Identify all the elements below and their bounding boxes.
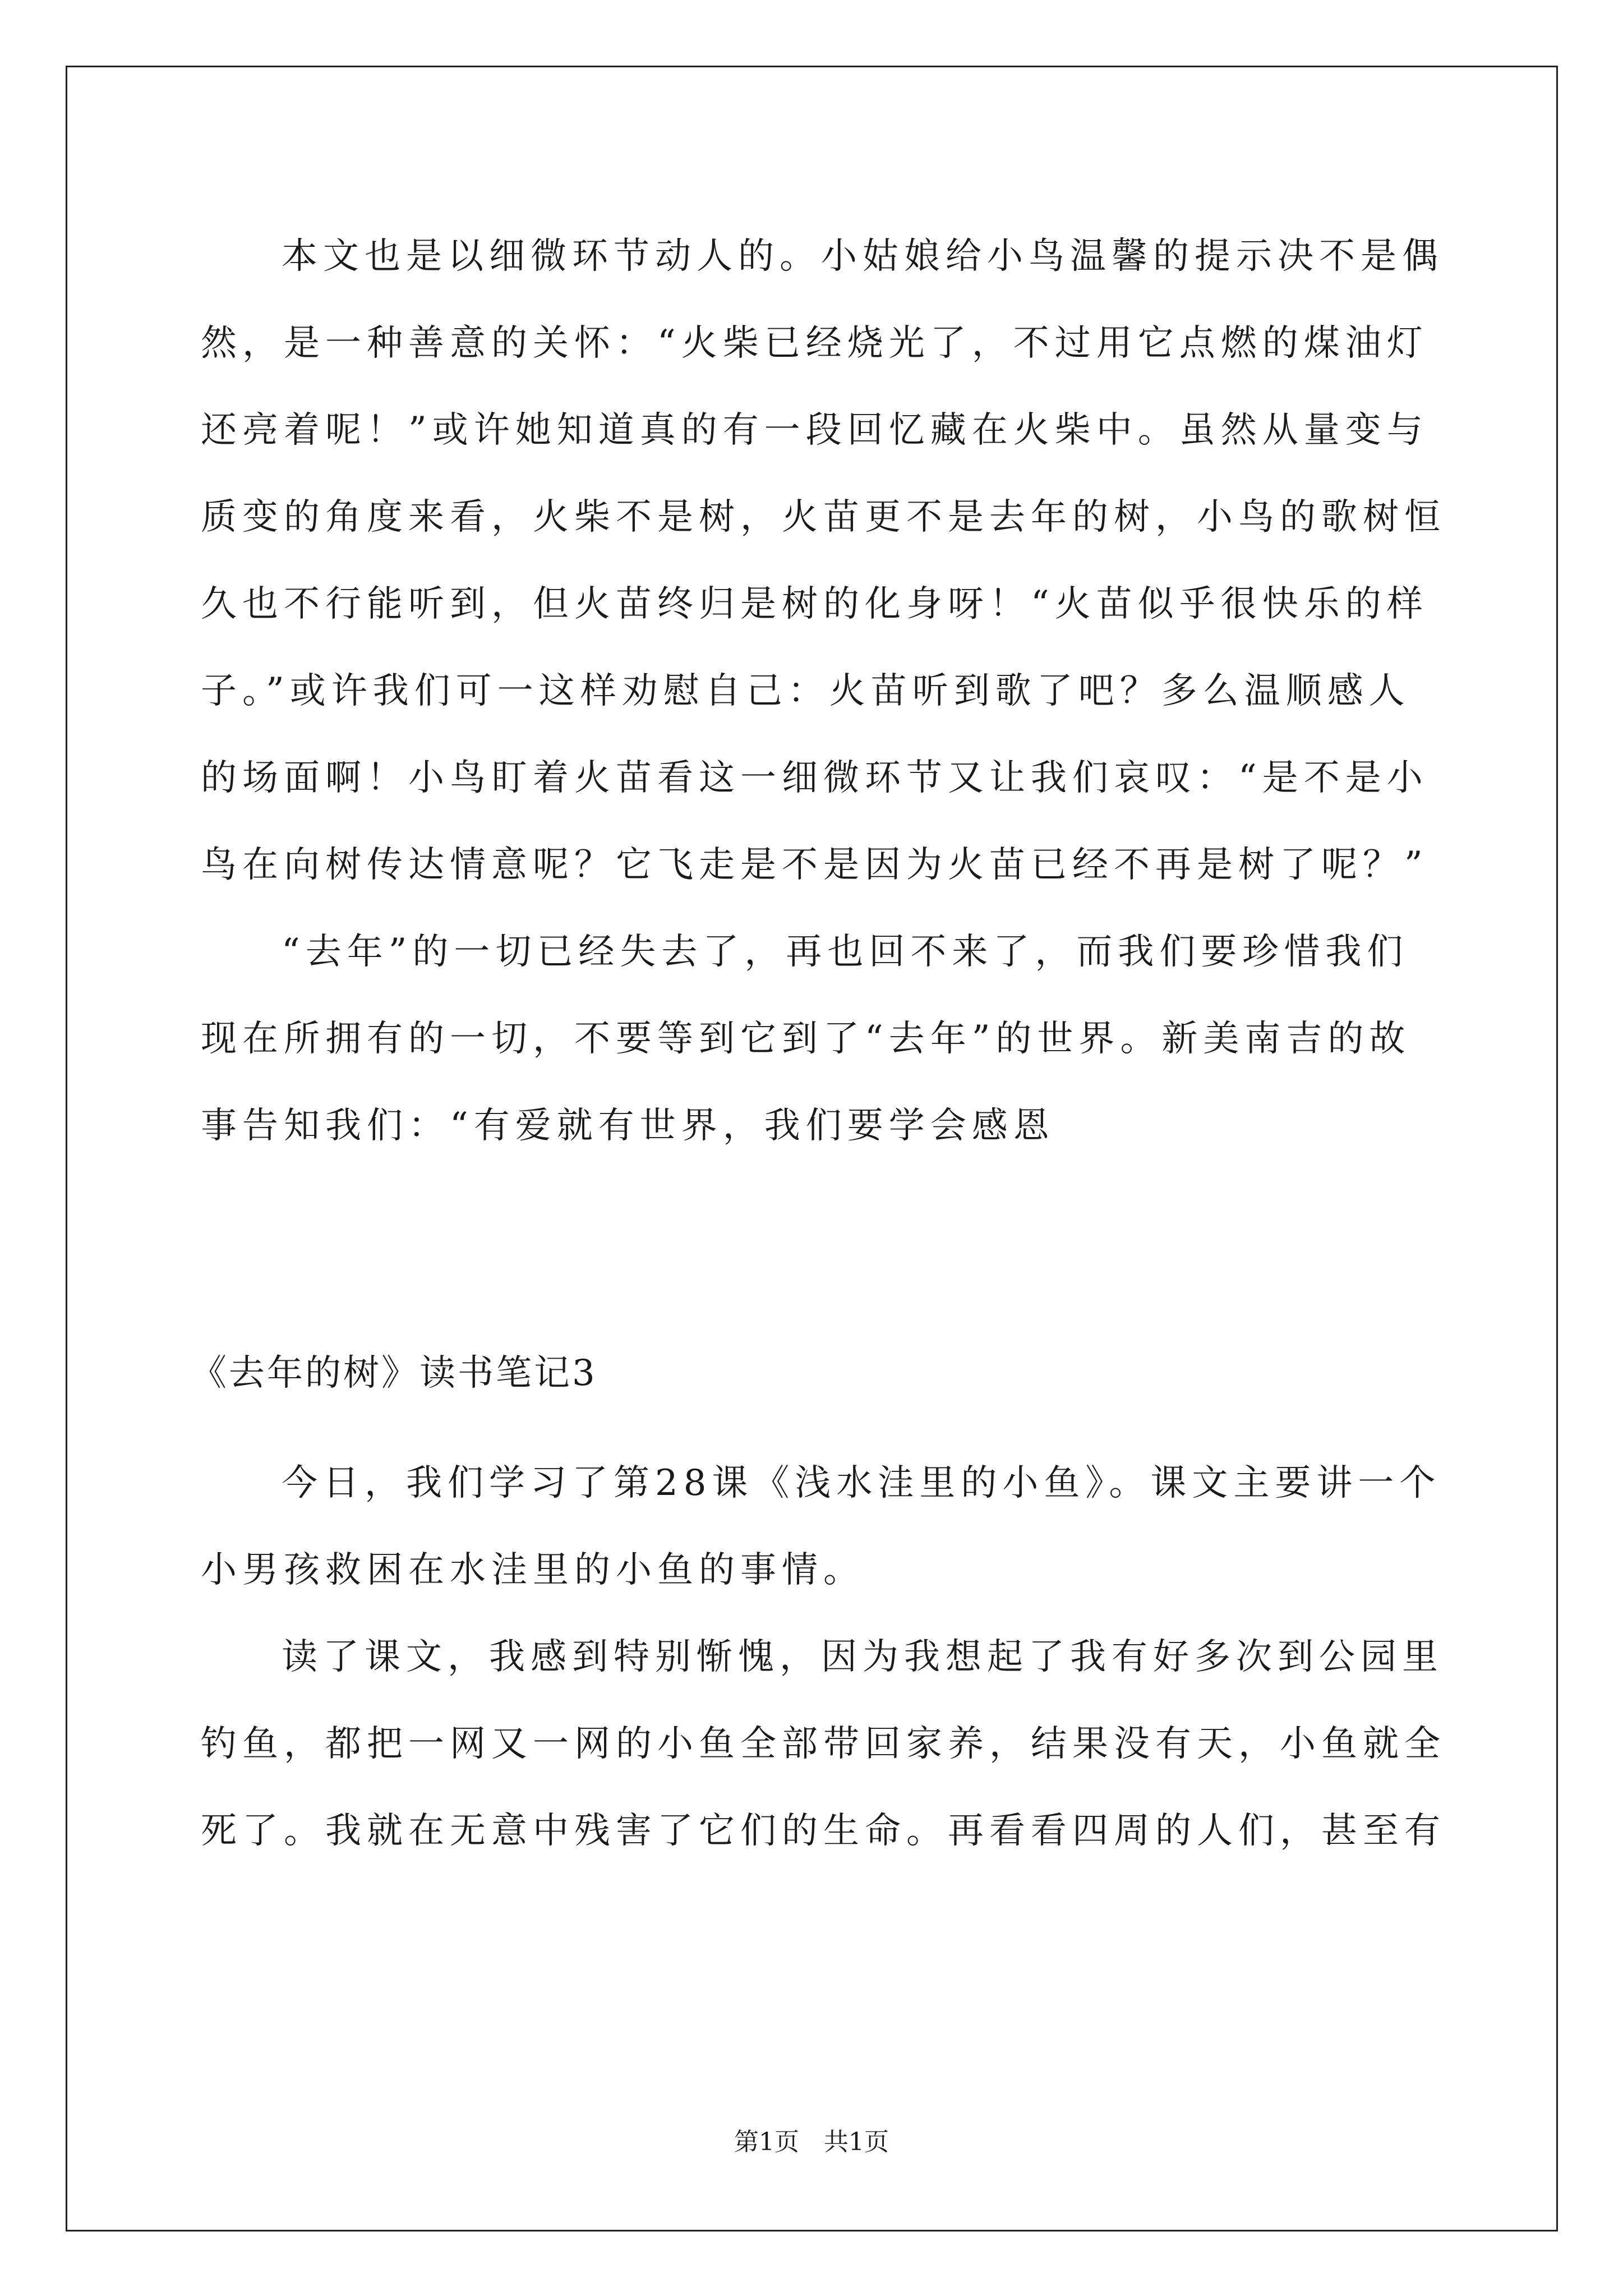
paragraph-line: 然，是一种善意的关怀：“火柴已经烧光了，不过用它点燃的煤油灯 — [201, 323, 1428, 364]
paragraph-line: “去年”的一切已经失去了，再也回不来了，而我们要珍惜我们 — [282, 931, 1409, 973]
paragraph-line: 钓鱼，都把一网又一网的小鱼全部带回家养，结果没有天，小鱼就全 — [201, 1723, 1446, 1765]
paragraph-line: 事告知我们：“有爱就有世界，我们要学会感恩 — [201, 1105, 1055, 1147]
section-heading: 《去年的树》读书笔记3 — [191, 1352, 597, 1394]
document-body-top — [201, 213, 1446, 1170]
paragraph-line: 质变的角度来看，火柴不是树，火苗更不是去年的树，小鸟的歌树恒 — [201, 496, 1446, 538]
paragraph-line: 小男孩救困在水洼里的小鱼的事情。 — [201, 1549, 865, 1591]
paragraph-line: 本文也是以细微环节动人的。小姑娘给小鸟温馨的提示决不是偶 — [282, 236, 1444, 277]
paragraph-line: 今日，我们学习了第28课《浅水洼里的小鱼》。课文主要讲一个 — [282, 1462, 1441, 1504]
paragraph-line: 鸟在向树传达情意呢？它飞走是不是因为火苗已经不再是树了呢？” — [201, 844, 1428, 886]
paragraph-line: 现在所拥有的一切，不要等到它到了“去年”的世界。新美南吉的故 — [201, 1018, 1411, 1060]
page-footer: 第1页 共1页 — [734, 2128, 889, 2156]
paragraph-line: 死了。我就在无意中残害了它们的生命。再看看四周的人们，甚至有 — [201, 1810, 1446, 1852]
document-body-bottom — [201, 1440, 1446, 1875]
paragraph-line: 久也不行能听到，但火苗终归是树的化身呀！“火苗似乎很快乐的样 — [201, 583, 1428, 625]
paragraph-line: 的场面啊！小鸟盯着火苗看这一细微环节又让我们哀叹：“是不是小 — [201, 757, 1428, 799]
paragraph-line: 还亮着呢！”或许她知道真的有一段回忆藏在火柴中。虽然从量变与 — [201, 409, 1428, 451]
paragraph-line: 子。”或许我们可一这样劝慰自己：火苗听到歌了吧？多么温顺感人 — [201, 670, 1410, 712]
paragraph-line: 读了课文，我感到特别惭愧，因为我想起了我有好多次到公园里 — [282, 1636, 1444, 1678]
